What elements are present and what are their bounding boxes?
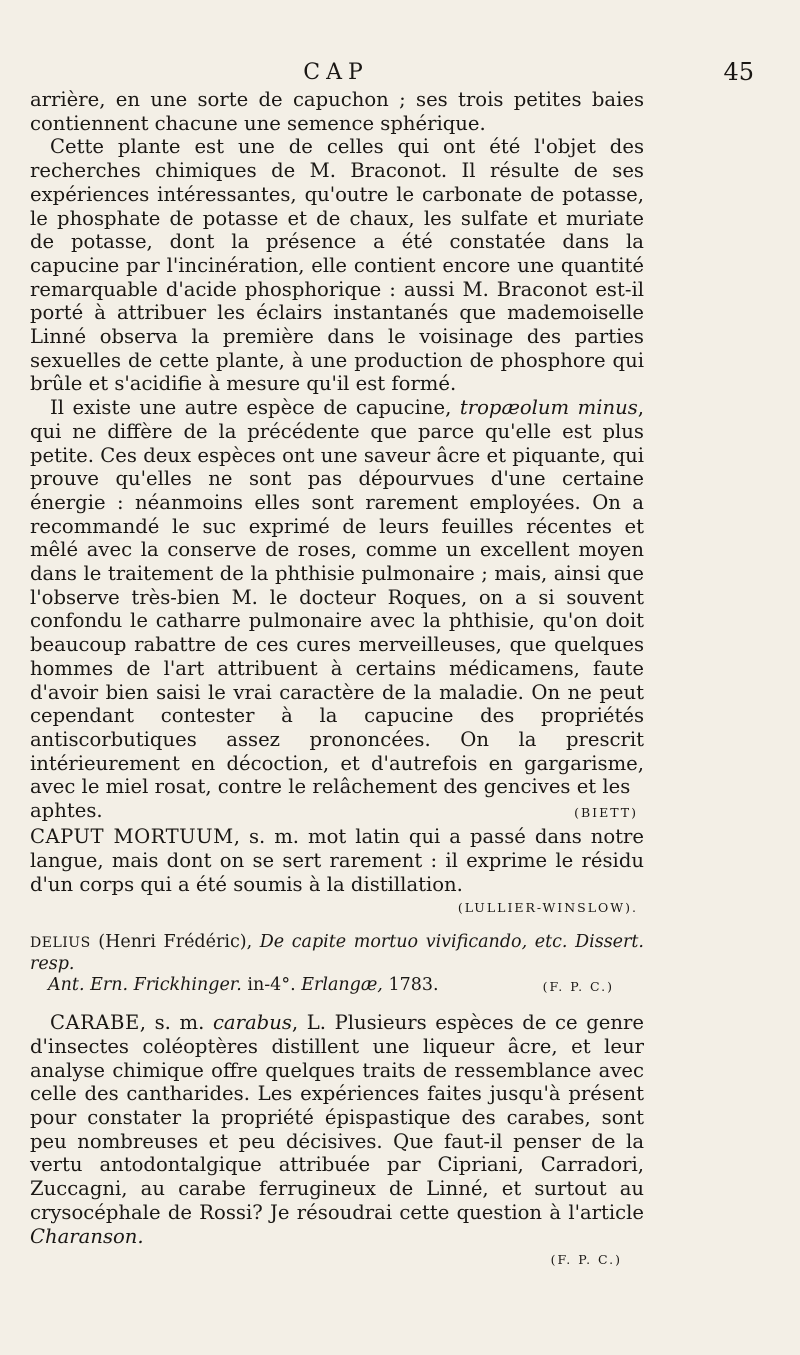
entry-carabe xyxy=(30,1011,644,1248)
biblio-author-first: (Henri Frédéric), xyxy=(98,932,253,953)
biblio-year: 1783. xyxy=(388,975,439,996)
attribution-fpc: (F. P. C.) xyxy=(550,1252,622,1268)
page-number: 45 xyxy=(723,58,754,86)
bibliography-entry xyxy=(30,932,644,999)
page-header xyxy=(30,58,754,88)
biblio-respondent: Ant. Ern. Frickhinger. xyxy=(48,975,242,996)
text: Il existe une autre espèce de capucine, xyxy=(50,396,460,420)
attribution-biett: (BIETT) xyxy=(574,805,638,821)
attribution-line xyxy=(30,799,644,825)
text: , qui ne diffère de la précédente que parce qu'elle est plus petite. Ces deux espèces ont une saveur âcre et piquante, qui prouve qu'elles ne sont pas dépourvues d'une certaine énergie : néanmoins elles sont rarement employées. On a recommandé le suc exprimé de leurs feuilles récentes et mêlé avec la conserve de roses, comme un excellent moyen dans le traitement de la phthisie pulmonaire ; mais, ainsi que l'observe très-bien M. le docteur Roques, on a si souvent confondu le catharre pulmonaire avec la phthisie, qu'on doit beaucoup rabattre de ces cures merveilleuses, que quelques hommes de l'art attribuent à certains médicamens, faute d'avoir bien saisi le vrai caractère de la maladie. On ne peut cependant contester à la capucine des propriétés antiscorbutiques assez prononcées. On la prescrit intérieurement en décoction, et d'autrefois en gargarisme, avec le miel rosat, contre le relâchement des gencives et les xyxy=(30,396,644,799)
latin-name: tropæolum minus xyxy=(459,396,638,420)
text-block xyxy=(30,88,644,1272)
biblio-place: Erlangæ, xyxy=(301,975,383,996)
paragraph-tropaeolum xyxy=(30,396,644,799)
paragraph-braconot: Cette plante est une de celles qui ont été l'objet des recherches chimiques de M. Braconot. Il résulte de ses expériences intéressantes, qu'outre le carbonate de potasse, le phosphate de potasse et de chaux, les sulfate et muriate de potasse, dont la présence a été constatée dans la capucine par l'incinération, elle contient encore une quantité remarquable d'acide phosphorique : aussi M. Braconot est-il porté à attribuer les éclairs instantanés que mademoiselle Linné observa la première dans le voisinage des parties sexuelles de cette plante, à une production de phosphore qui brûle et s'acidifie à mesure qu'il est formé. xyxy=(30,135,644,396)
latin-name: carabus xyxy=(212,1011,292,1035)
paragraph-continuation: arrière, en une sorte de capuchon ; ses trois petites baies contiennent chacune une semence sphérique. xyxy=(30,88,644,135)
cross-reference: Charanson. xyxy=(30,1224,144,1248)
entry-def: , s. m. xyxy=(139,1011,213,1035)
attribution-lullier: (LULLIER-WINSLOW). xyxy=(457,900,638,916)
last-word: aphtes. xyxy=(30,799,103,823)
entry-text: , L. Plusieurs espèces de ce genre d'insectes coléoptères distillent une liqueur âcre, et leur analyse chimique offre quelques traits de ressemblance avec celle des cantharides. Les expériences faites jusqu'à présent pour constater la propriété épispastique des carabes, sont peu nombreuses et peu décisives. Que faut-il penser de la vertu antodontalgique attribuée par Cipriani, Carradori, Zuccagni, au carabe ferrugineux de Linné, et surtout au crysocéphale de Rossi? Je résoudrai cette question à l'article xyxy=(30,1011,644,1224)
running-head: CAP xyxy=(303,60,369,85)
biblio-attribution: (F. P. C.) xyxy=(542,979,614,995)
entry-title: CAPUT MORTUUM xyxy=(30,825,234,849)
entry-title: CARABE xyxy=(50,1011,140,1035)
biblio-format: in-4°. xyxy=(247,975,296,996)
entry-text: , s. m. mot latin qui a passé dans notre langue, mais dont on se sert rarement : il exprime le résidu d'un corps qui a été soumis à la distillation. xyxy=(30,825,644,896)
biblio-title: De capite mortuo vivificando, etc. Dissert. resp. xyxy=(30,932,644,975)
biblio-author: DELIUS xyxy=(30,935,91,952)
entry-caput-mortuum xyxy=(30,825,644,896)
